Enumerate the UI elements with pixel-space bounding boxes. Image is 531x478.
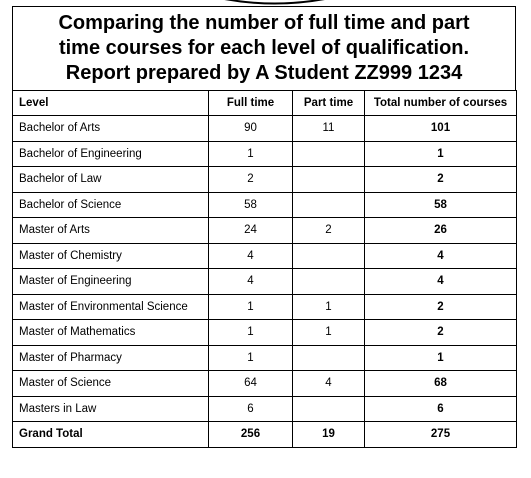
table-row [13, 218, 517, 244]
title-line-2: time courses for each level of qualification. [58, 37, 470, 59]
level-cell: Bachelor of Law [13, 167, 209, 193]
total-cell: 1 [365, 141, 517, 167]
part-time-cell: 1 [293, 320, 365, 346]
grand-total-row [13, 422, 517, 448]
total-cell: 68 [365, 371, 517, 397]
full-time-cell: 1 [209, 320, 293, 346]
level-cell: Master of Mathematics [13, 320, 209, 346]
grand-total-total: 275 [365, 422, 517, 448]
full-time-cell: 1 [209, 294, 293, 320]
table-row [13, 167, 517, 193]
report-title [12, 6, 516, 90]
part-time-cell [293, 269, 365, 295]
level-cell: Bachelor of Engineering [13, 141, 209, 167]
part-time-cell: 2 [293, 218, 365, 244]
full-time-cell: 58 [209, 192, 293, 218]
total-cell: 4 [365, 269, 517, 295]
total-cell: 2 [365, 294, 517, 320]
total-cell: 6 [365, 396, 517, 422]
part-time-cell [293, 243, 365, 269]
grand-total-full-time: 256 [209, 422, 293, 448]
table-row [13, 141, 517, 167]
table-row [13, 371, 517, 397]
full-time-cell: 4 [209, 243, 293, 269]
full-time-cell: 2 [209, 167, 293, 193]
full-time-cell: 24 [209, 218, 293, 244]
total-cell: 101 [365, 116, 517, 142]
header-total: Total number of courses [365, 91, 517, 116]
table-row [13, 243, 517, 269]
part-time-cell: 1 [293, 294, 365, 320]
total-cell: 2 [365, 167, 517, 193]
table-row [13, 320, 517, 346]
full-time-cell: 64 [209, 371, 293, 397]
level-cell: Master of Chemistry [13, 243, 209, 269]
part-time-cell [293, 141, 365, 167]
level-cell: Bachelor of Arts [13, 116, 209, 142]
full-time-cell: 90 [209, 116, 293, 142]
full-time-cell: 1 [209, 345, 293, 371]
total-cell: 58 [365, 192, 517, 218]
level-cell: Master of Environmental Science [13, 294, 209, 320]
table-row [13, 345, 517, 371]
title-line-1: Comparing the number of full time and part [58, 12, 470, 34]
full-time-cell: 1 [209, 141, 293, 167]
header-level: Level [13, 91, 209, 116]
level-cell: Master of Science [13, 371, 209, 397]
level-cell: Master of Pharmacy [13, 345, 209, 371]
full-time-cell: 4 [209, 269, 293, 295]
part-time-cell [293, 167, 365, 193]
part-time-cell: 11 [293, 116, 365, 142]
part-time-cell [293, 345, 365, 371]
total-cell: 4 [365, 243, 517, 269]
full-time-cell: 6 [209, 396, 293, 422]
total-cell: 26 [365, 218, 517, 244]
grand-total-part-time: 19 [293, 422, 365, 448]
total-cell: 1 [365, 345, 517, 371]
table-header-row [13, 91, 517, 116]
table-row [13, 396, 517, 422]
total-cell: 2 [365, 320, 517, 346]
level-cell: Master of Engineering [13, 269, 209, 295]
title-line-3: Report prepared by A Student ZZ999 1234 [65, 62, 463, 84]
table-row [13, 116, 517, 142]
level-cell: Masters in Law [13, 396, 209, 422]
part-time-cell [293, 396, 365, 422]
header-part-time: Part time [293, 91, 365, 116]
courses-table [12, 90, 517, 448]
table-row [13, 294, 517, 320]
grand-total-label: Grand Total [13, 422, 209, 448]
level-cell: Master of Arts [13, 218, 209, 244]
table-row [13, 192, 517, 218]
part-time-cell: 4 [293, 371, 365, 397]
header-full-time: Full time [209, 91, 293, 116]
level-cell: Bachelor of Science [13, 192, 209, 218]
table-row [13, 269, 517, 295]
part-time-cell [293, 192, 365, 218]
